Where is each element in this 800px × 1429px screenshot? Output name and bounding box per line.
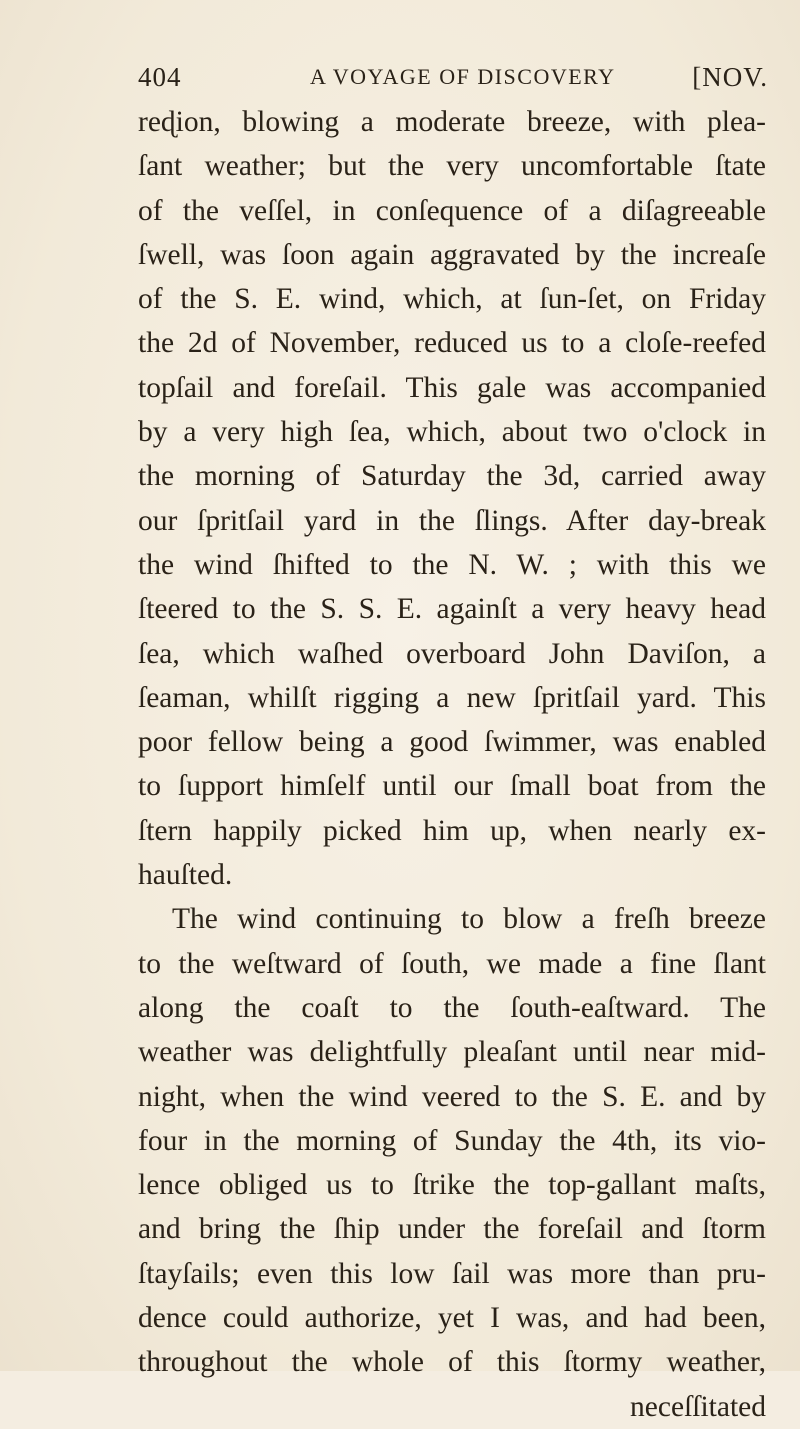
text-line: lence obliged us to ſtrike the top-gallant maſts, <box>138 1169 766 1202</box>
text-line: the 2d of November, reduced us to a cloſe-reefed <box>138 327 766 360</box>
text-line: ſwell, was ſoon again aggravated by the increaſe <box>138 238 766 271</box>
text-line: ſteered to the S. S. E. againſt a very heavy head <box>138 593 766 626</box>
text-line: of the veſſel, in conſequence of a diſagreeable <box>138 194 766 227</box>
text-line: dence could authorize, yet I was, and had been, <box>138 1302 766 1335</box>
running-title: A VOYAGE OF DISCOVERY <box>310 64 616 89</box>
text-line: night, when the wind veered to the S. E. and by <box>138 1080 766 1113</box>
text-line: by a very high ſea, which, about two o'clock in <box>138 416 766 449</box>
text-line: ſeaman, whilſt rigging a new ſpritſail yard. This <box>138 681 766 714</box>
text-line: of the S. E. wind, which, at ſun-ſet, on Friday <box>138 283 766 316</box>
text-line: the morning of Saturday the 3d, carried away <box>138 460 766 493</box>
text-line: our ſpritſail yard in the ſlings. After day-break <box>138 504 766 537</box>
text-line: and bring the ſhip under the foreſail and ſtorm <box>138 1213 766 1246</box>
text-line: ſtayſails; even this low ſail was more than pru- <box>138 1257 766 1290</box>
text-line: poor fellow being a good ſwimmer, was enabled <box>138 726 766 759</box>
text-line: weather was delightfully pleaſant until near mid- <box>138 1036 766 1069</box>
body-text <box>138 100 766 1429</box>
text-line: the wind ſhifted to the N. W. ; with this we <box>138 548 766 581</box>
page-number: 404 <box>138 62 182 92</box>
text-line: reɖion, blowing a moderate breeze, with plea- <box>138 106 766 138</box>
text-line: ſea, which waſhed overboard John Daviſon, a <box>138 637 766 670</box>
text-line: to the weſtward of ſouth, we made a fine ſlant <box>138 947 766 980</box>
running-month: [NOV. <box>692 62 768 92</box>
text-line: four in the morning of Sunday the 4th, its vio- <box>138 1124 766 1157</box>
text-line: ſant weather; but the very uncomfortable ſtate <box>138 150 766 183</box>
text-line: hauſted. <box>138 859 233 892</box>
text-line: topſail and foreſail. This gale was accompanied <box>138 371 766 404</box>
running-head <box>138 62 768 98</box>
text-line: throughout the whole of this ſtormy weather, <box>138 1346 766 1379</box>
paragraph-start-line: The wind continuing to blow a freſh breeze <box>172 903 766 936</box>
text-line: along the coaſt to the ſouth-eaſtward. The <box>138 991 766 1024</box>
catchword: neceſſitated <box>630 1390 766 1423</box>
text-line: ſtern happily picked him up, when nearly ex- <box>138 814 766 847</box>
text-line: to ſupport himſelf until our ſmall boat from the <box>138 770 766 803</box>
